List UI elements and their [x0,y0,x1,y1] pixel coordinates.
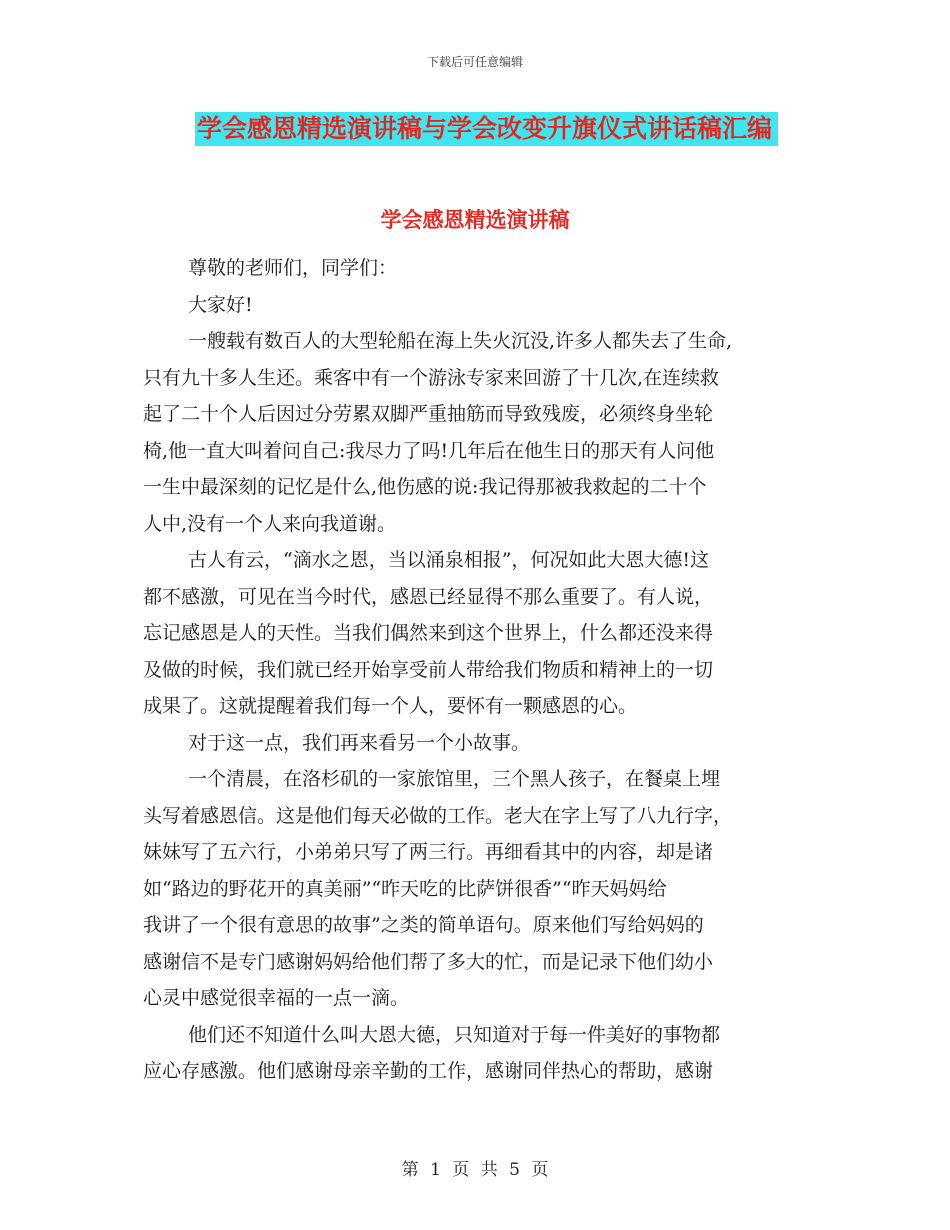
paragraph-line: 一艘载有数百人的大型轮船在海上失火沉没,许多人都失去了生命, [188,330,733,352]
paragraph-line: 及做的时候，我们就已经开始享受前人带给我们物质和精神上的一切 [143,658,714,681]
paragraph-line: 一个清晨，在洛杉矶的一家旅馆里，三个黑人孩子，在餐桌上埋 [188,768,721,790]
paragraph-line: 妹妹写了五六行，小弟弟只写了两三行。再细看其中的内容，却是诸 [143,841,714,863]
paragraph-line: 对于这一点，我们再来看另一个小故事。 [188,731,531,754]
paragraph-line: 古人有云，“滴水之恩，当以涌泉相报”，何况如此大恩大德!这 [188,549,710,571]
section-title: 学会感恩精选演讲稿 [380,208,570,232]
speech-body [143,250,811,1090]
paragraph-line: 一生中最深刻的记忆是什么,他伤感的说:我记得那被我救起的二十个 [143,476,707,498]
paragraph-line: 大家好! [188,293,253,316]
paragraph-line: 都不感激，可见在当今时代，感恩已经显得不那么重要了。有人说， [143,585,714,608]
paragraph-line: 他们还不知道什么叫大恩大德，只知道对于每一件美好的事物都 [188,1023,721,1046]
paragraph-line: 头写着感恩信。这是他们每天必做的工作。老大在字上写了八九行字， [143,804,733,827]
paragraph-line: 成果了。这就提醒着我们每一个人，要怀有一颗感恩的心。 [143,695,638,717]
paragraph-line: 只有九十多人生还。乘客中有一个游泳专家来回游了十几次,在连续救 [143,366,720,389]
page-number-footer: 第 1 页 共 5 页 [401,1160,549,1180]
paragraph-line: 椅,他一直大叫着问自己:我尽力了吗!几年后在他生日的那天有人问他 [143,439,715,462]
paragraph-line: 如“路边的野花开的真美丽”“昨天吃的比萨饼很香”“昨天妈妈给 [143,877,667,900]
paragraph-line: 忘记感恩是人的天性。当我们偶然来到这个世界上，什么都还没来得 [143,622,714,644]
paragraph-line: 心灵中感觉很幸福的一点一滴。 [143,987,410,1009]
header-note: 下载后可任意编辑 [426,55,523,69]
paragraph-line: 尊敬的老师们，同学们： [188,257,398,279]
paragraph-line: 我讲了一个很有意思的故事”之类的简单语句。原来他们写给妈妈的 [143,914,704,936]
document-title: 学会感恩精选演讲稿与学会改变升旗仪式讲话稿汇编 [195,112,778,146]
paragraph-line: 人中,没有一个人来向我道谢。 [143,512,397,535]
paragraph-line: 应心存感激。他们感谢母亲辛勤的工作，感谢同伴热心的帮助，感谢 [143,1060,714,1082]
paragraph-line: 感谢信不是专门感谢妈妈给他们帮了多大的忙，而是记录下他们幼小 [143,950,714,973]
paragraph-line: 起了二十个人后因过分劳累双脚严重抽筋而导致残废，必须终身坐轮 [143,403,714,425]
